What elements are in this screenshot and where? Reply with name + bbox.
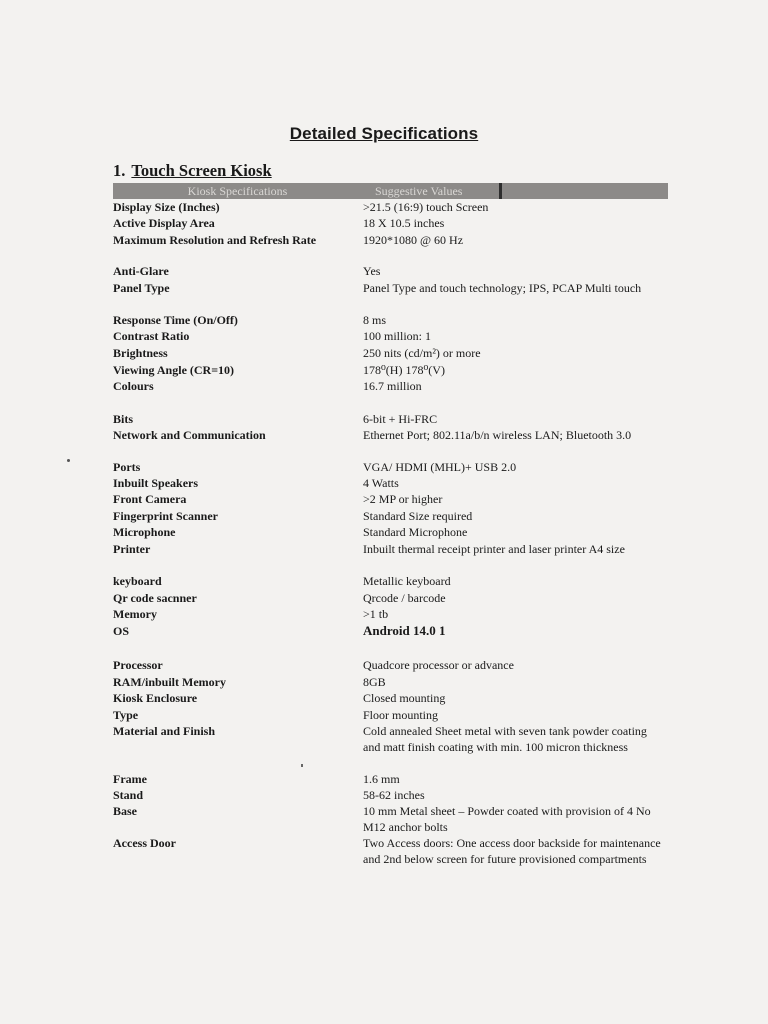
section-number: 1. (113, 161, 126, 180)
table-row (113, 280, 668, 312)
table-row (113, 362, 668, 378)
header-divider (499, 183, 502, 199)
spec-value: 4 Watts (363, 476, 399, 490)
spec-label: Display Size (Inches) (113, 200, 220, 214)
spec-label: Brightness (113, 346, 168, 360)
spec-value: Standard Microphone (363, 525, 468, 539)
spec-label: RAM/inbuilt Memory (113, 675, 226, 689)
spec-value: Metallic keyboard (363, 574, 451, 588)
table-row (113, 491, 668, 508)
table-row (113, 263, 668, 280)
spec-label: Fingerprint Scanner (113, 509, 218, 523)
spec-value: VGA/ HDMI (MHL)+ USB 2.0 (363, 460, 517, 474)
spec-label: Qr code sacnner (113, 591, 197, 605)
spec-label: Frame (113, 772, 147, 786)
spec-label: Base (113, 804, 137, 818)
spec-value: Standard Size required (363, 509, 473, 523)
os-version: Android 14.0 1 (363, 623, 446, 638)
spec-label: Material and Finish (113, 724, 216, 738)
table-row (113, 573, 668, 590)
spec-value: Yes (363, 264, 381, 278)
table-row (113, 674, 668, 690)
table-row (113, 803, 668, 835)
spec-label: Maximum Resolution and Refresh Rate (113, 233, 317, 247)
table-row (113, 524, 668, 541)
spec-value: Panel Type and touch technology; IPS, PCAP Multi touch (363, 281, 642, 295)
spec-label: Processor (113, 658, 163, 672)
table-row (113, 541, 668, 573)
spec-value: 16.7 million (363, 379, 422, 393)
scan-speck (301, 764, 303, 767)
spec-value: 6-bit + Hi-FRC (363, 412, 438, 426)
spec-value: >21.5 (16:9) touch Screen (363, 200, 489, 214)
spec-label: Anti-Glare (113, 264, 169, 278)
spec-label: Stand (113, 788, 144, 802)
spec-value: 100 million: 1 (363, 329, 432, 343)
spec-value: 58-62 inches (363, 788, 425, 802)
table-row (113, 787, 668, 803)
table-row (113, 657, 668, 674)
spec-value: 178⁰(H) 178⁰(V) (363, 363, 445, 377)
table-row (113, 345, 668, 362)
table-row (113, 508, 668, 524)
spec-value: 1.6 mm (363, 772, 400, 786)
table-row (113, 199, 668, 215)
spec-value: 18 X 10.5 inches (363, 216, 445, 230)
spec-label: Colours (113, 379, 154, 393)
spec-value: Cold annealed Sheet metal with seven tank powder coating and matt finish coating with min. 100 micron thickness (363, 724, 647, 754)
table-row (113, 328, 668, 345)
table-row (113, 232, 668, 263)
table-row (113, 835, 668, 883)
spec-label: Network and Communication (113, 428, 266, 442)
spec-label: OS (113, 624, 130, 638)
spec-label: keyboard (113, 574, 162, 588)
section-title: Touch Screen Kiosk (131, 161, 272, 180)
section-heading (113, 161, 272, 181)
spec-label: Bits (113, 412, 134, 426)
table-row (113, 690, 668, 707)
spec-label: Printer (113, 542, 151, 556)
table-row (113, 590, 668, 606)
table-row (113, 378, 668, 411)
spec-label: Front Camera (113, 492, 187, 506)
spec-value: 8 ms (363, 313, 387, 327)
header-kiosk-specifications: Kiosk Specifications (187, 184, 288, 198)
table-header (113, 183, 668, 199)
spec-value: 250 nits (cd/m²) or more (363, 346, 481, 360)
spec-value: 10 mm Metal sheet – Powder coated with provision of 4 No M12 anchor bolts (363, 804, 651, 834)
table-row (113, 215, 668, 232)
spec-label: Memory (113, 607, 157, 621)
spec-value: Quadcore processor or advance (363, 658, 514, 672)
spec-value: Floor mounting (363, 708, 439, 722)
spec-label: Ports (113, 460, 141, 474)
table-row (113, 459, 668, 475)
spec-label: Microphone (113, 525, 176, 539)
spec-value: Inbuilt thermal receipt printer and laser printer A4 size (363, 542, 625, 556)
spec-table (113, 183, 668, 883)
table-row (113, 606, 668, 623)
spec-label: Viewing Angle (CR=10) (113, 363, 235, 377)
page-title: Detailed Specifications (289, 124, 479, 143)
spec-label: Type (113, 708, 139, 722)
table-row (113, 707, 668, 723)
table-row (113, 411, 668, 427)
spec-value: >1 tb (363, 607, 389, 621)
header-suggestive-values: Suggestive Values (375, 184, 463, 198)
scan-speck (67, 459, 70, 462)
spec-label: Inbuilt Speakers (113, 476, 199, 490)
spec-value: 8GB (363, 675, 386, 689)
table-row (113, 475, 668, 491)
spec-value: 1920*1080 @ 60 Hz (363, 233, 464, 247)
spec-label: Access Door (113, 836, 176, 850)
table-row (113, 312, 668, 328)
spec-label: Kiosk Enclosure (113, 691, 198, 705)
spec-value: Two Access doors: One access door backside for maintenance and 2nd below screen for future provisioned compartments (363, 836, 661, 866)
spec-label: Contrast Ratio (113, 329, 190, 343)
spec-label: Active Display Area (113, 216, 215, 230)
table-row (113, 427, 668, 459)
spec-value (363, 623, 663, 657)
table-row (113, 771, 668, 787)
spec-label: Response Time (On/Off) (113, 313, 238, 327)
spec-value: Ethernet Port; 802.11a/b/n wireless LAN; Bluetooth 3.0 (363, 428, 632, 442)
spec-label: Panel Type (113, 281, 170, 295)
spec-value: >2 MP or higher (363, 492, 443, 506)
table-row (113, 623, 668, 657)
spec-value: Closed mounting (363, 691, 446, 705)
table-row (113, 723, 668, 771)
spec-value: Qrcode / barcode (363, 591, 446, 605)
